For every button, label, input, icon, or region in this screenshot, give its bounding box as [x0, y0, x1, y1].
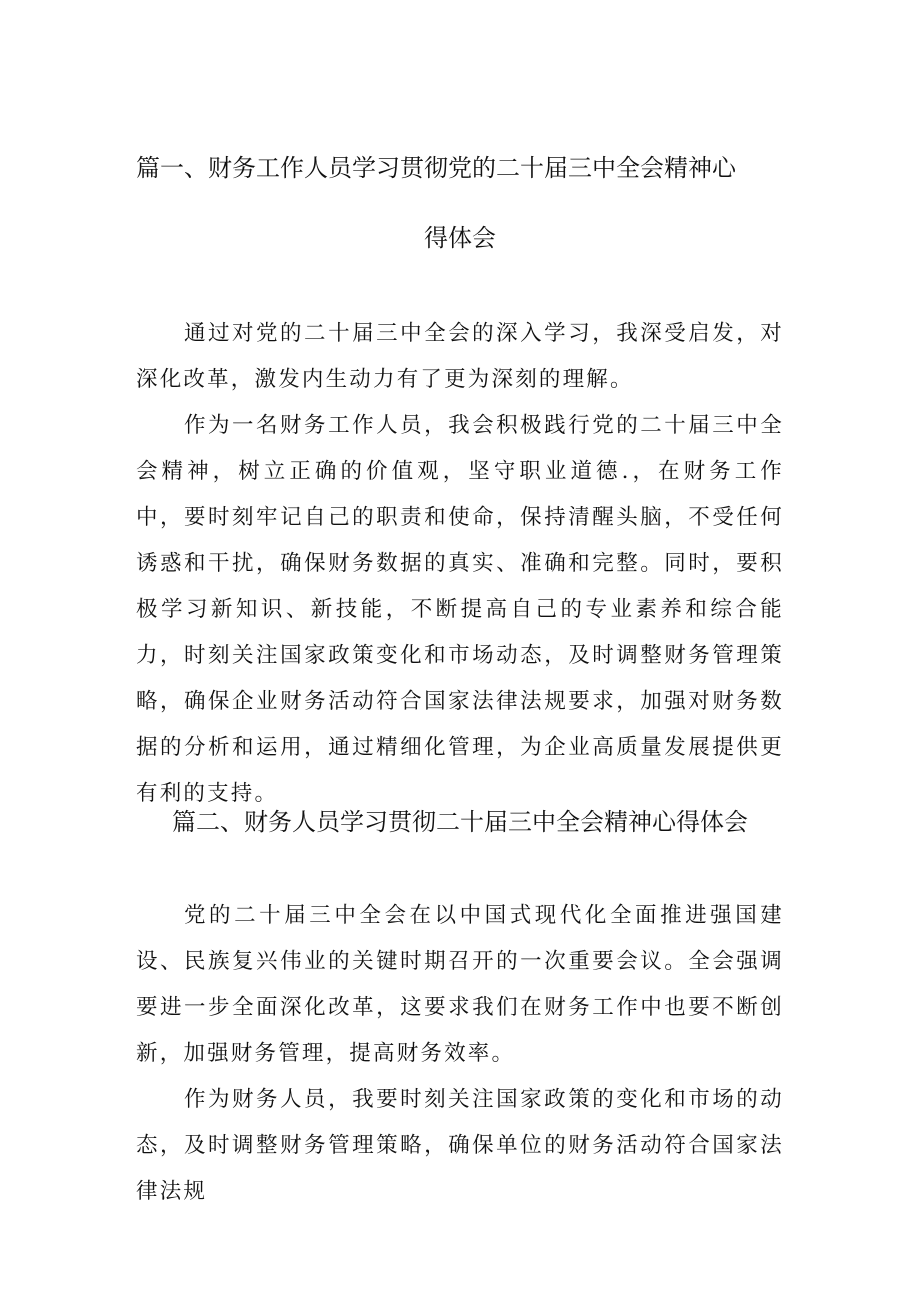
- section-2-paragraph-2: 作为财务人员，我要时刻关注国家政策的变化和市场的动态，及时调整财务管理策略，确保单位的财务活动符合国家法律法规: [136, 1087, 784, 1204]
- section-1-paragraph-2: 作为一名财务工作人员，我会积极践行党的二十届三中全会精神，树立正确的价值观，坚守职业道德.，在财务工作中，要时刻牢记自己的职责和使命，保持清醒头脑，不受任何诱惑和干扰，确保财务数据的真实、准确和完整。同时，要积极学习新知识、新技能，不断提高自己的专业素养和综合能力，时刻关注国家政策变化和市场动态，及时调整财务管理策略，确保企业财务活动符合国家法律法规要求，加强对财务数据的分析和运用，通过精细化管理，为企业高质量发展提供更有利的支持。: [136, 413, 784, 806]
- section-1-title-line-1: 篇一、财务工作人员学习贯彻党的二十届三中全会精神心: [136, 154, 736, 182]
- section-1-paragraph-1: 通过对党的二十届三中全会的深入学习，我深受启发，对深化改革，激发内生动力有了更为深刻的理解。: [136, 321, 784, 392]
- section-2-title: 篇二、财务人员学习贯彻二十届三中全会精神心得体会: [172, 808, 748, 836]
- section-2-paragraph-1: 党的二十届三中全会在以中国式现代化全面推进强国建设、民族复兴伟业的关键时期召开的一次重要会议。全会强调要进一步全面深化改革，这要求我们在财务工作中也要不断创新，加强财务管理，提高财务效率。: [136, 903, 784, 1066]
- section-1-title-line-2: 得体会: [424, 224, 496, 252]
